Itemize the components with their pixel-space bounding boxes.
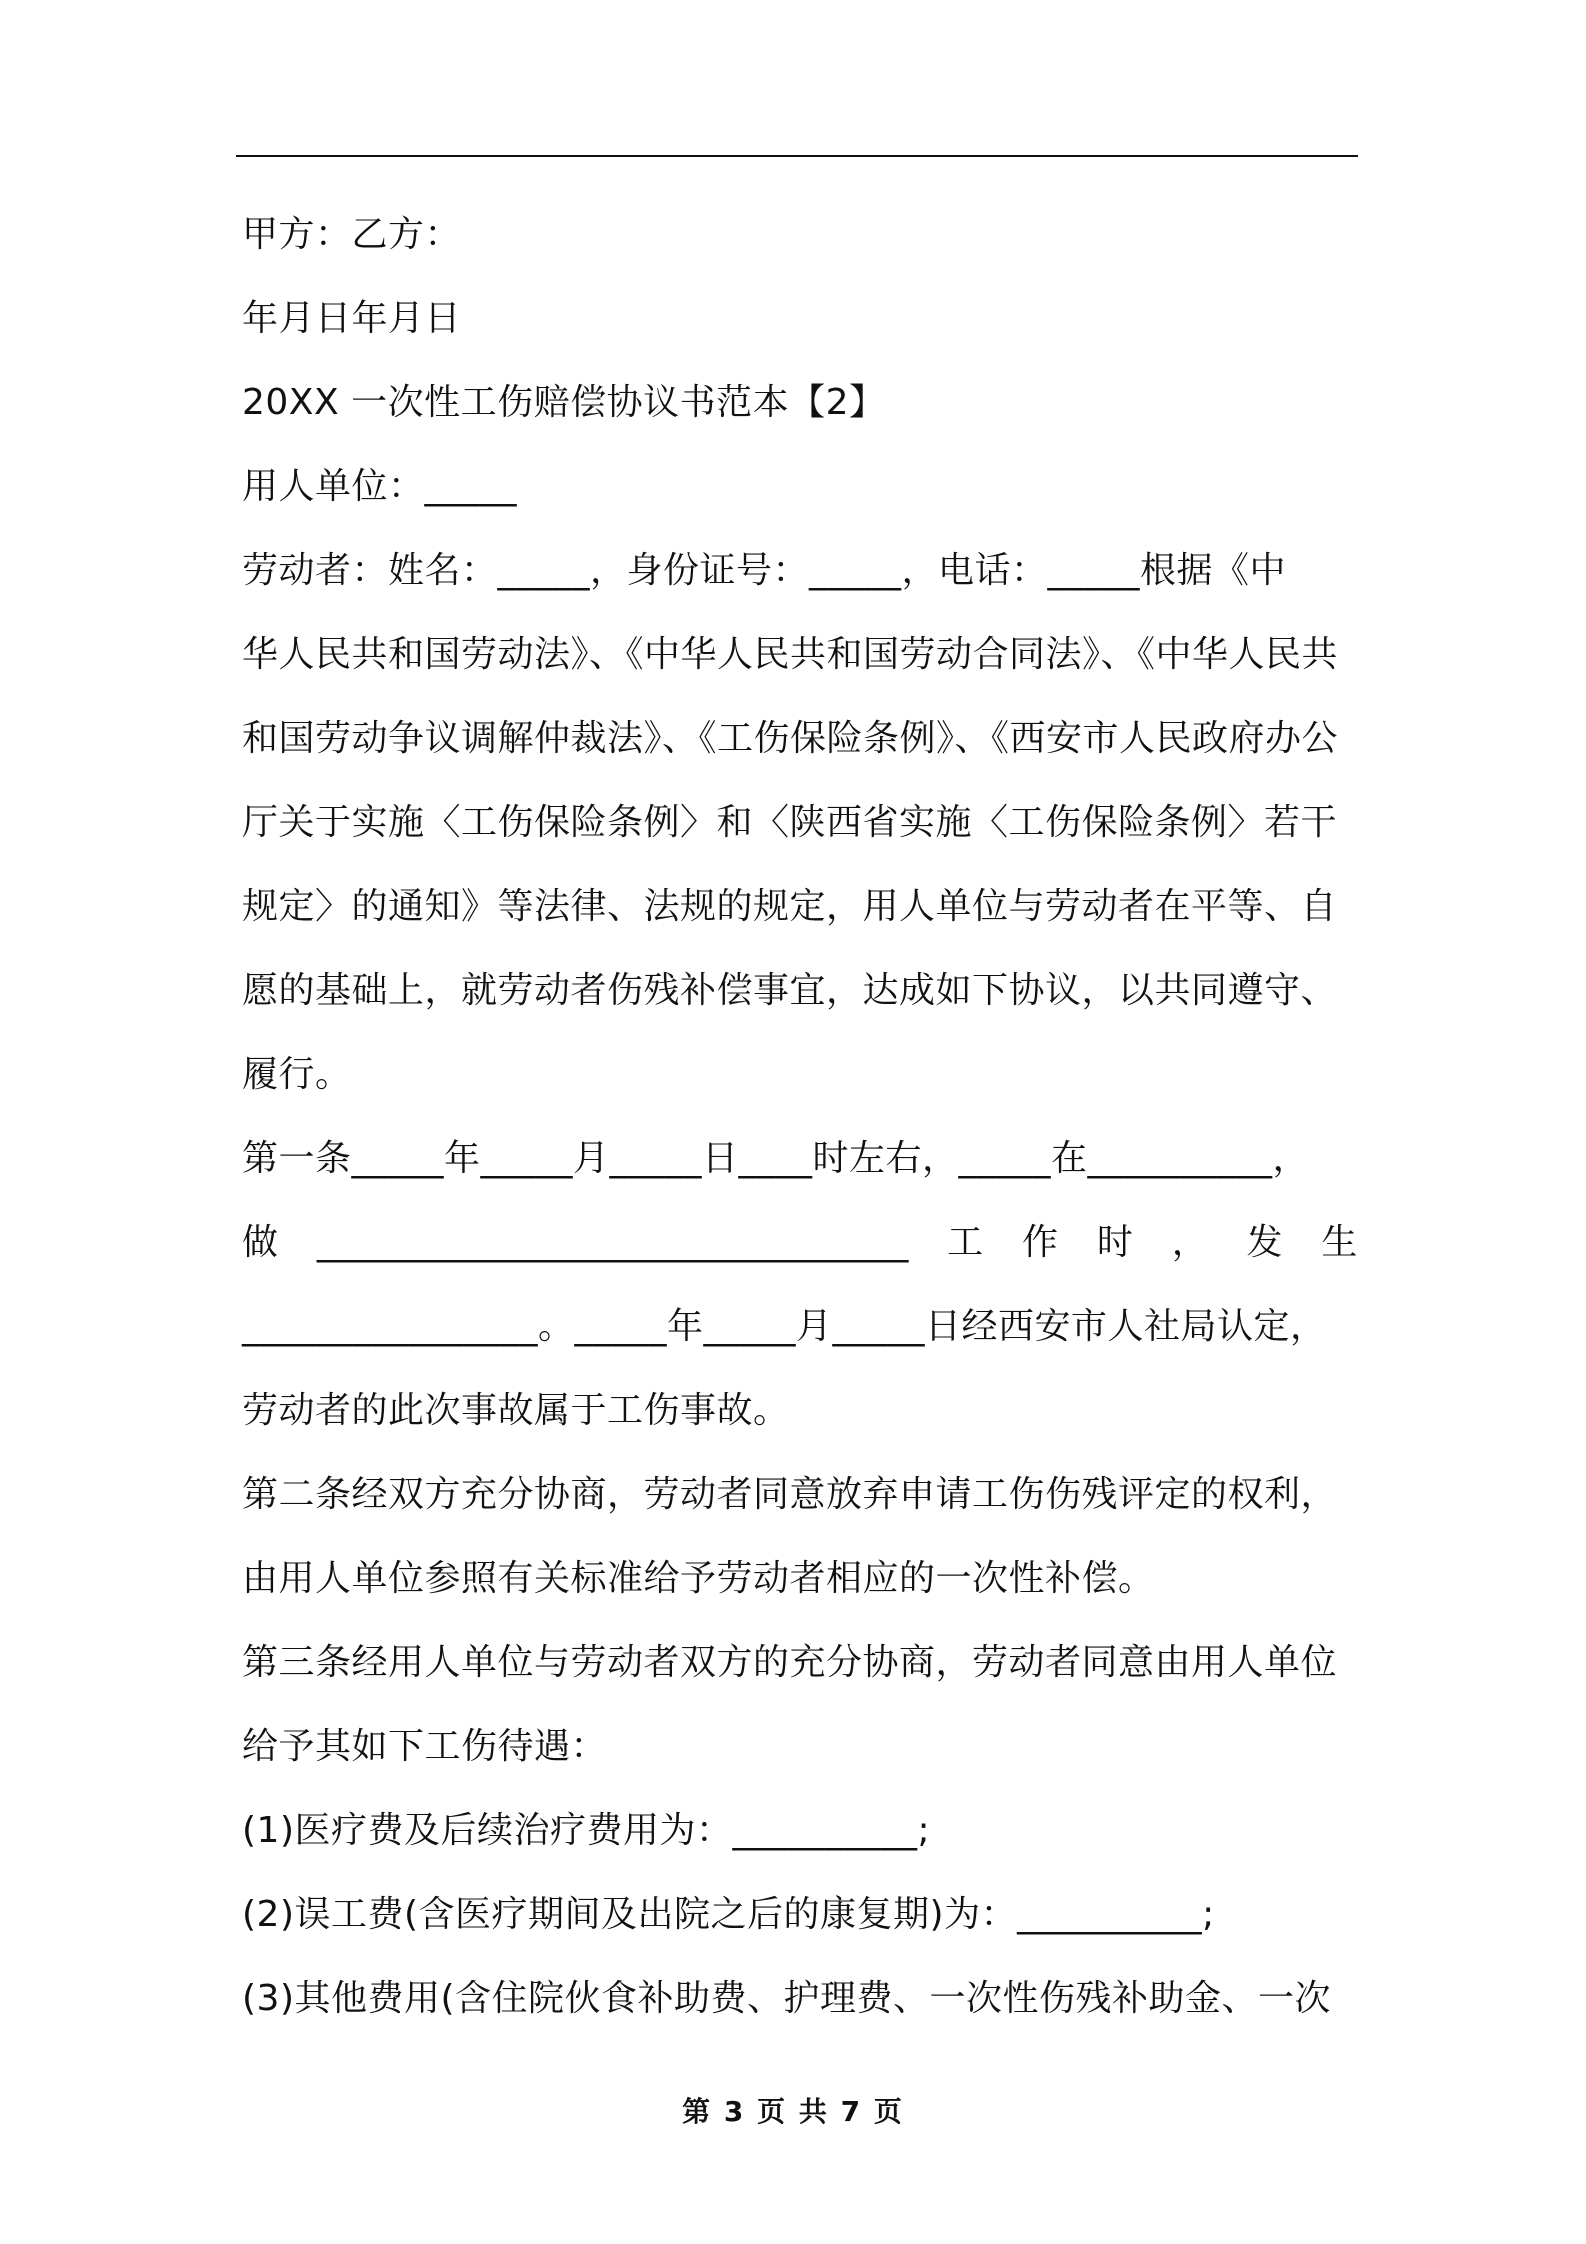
text-line: 劳动者的此次事故属于工伤事故。 <box>242 1390 790 1431</box>
justified-part: 作 <box>1022 1222 1059 1263</box>
justified-part: 时 <box>1096 1222 1134 1263</box>
page-indicator: 第 3 页 共 7 页 <box>682 2095 904 2128</box>
text-line: 和国劳动争议调解仲裁法》、《工伤保险条例》、《西安市人民政府办公 <box>242 718 1339 759</box>
text-line: 愿的基础上，就劳动者伤残补偿事宜，达成如下协议，以共同遵守、 <box>242 970 1338 1011</box>
text-line: 劳动者：姓名：_____，身份证号：_____，电话：_____根据《中 <box>242 550 1287 591</box>
text-line: 第三条经用人单位与劳动者双方的充分协商，劳动者同意由用人单位 <box>242 1642 1338 1683</box>
text-line: (3)其他费用(含住院伙食补助费、护理费、一次性伤残补助金、一次 <box>242 1978 1332 2019</box>
text-line: 第二条经双方充分协商，劳动者同意放弃申请工伤伤残评定的权利， <box>242 1474 1338 1515</box>
justified-part: ， <box>1171 1222 1209 1263</box>
text-line: 给予其如下工伤待遇： <box>242 1726 608 1767</box>
header-rule <box>236 155 1358 157</box>
document-title: 20XX 一次性工伤赔偿协议书范本【2】 <box>242 382 886 423</box>
text-line: (2)误工费(含医疗期间及出院之后的康复期)为：__________; <box>242 1894 1215 1935</box>
text-line: 规定〉的通知》等法律、法规的规定，用人单位与劳动者在平等、自 <box>242 886 1338 927</box>
text-line: 甲方：乙方： <box>242 214 462 255</box>
justified-part: 生 <box>1321 1222 1358 1263</box>
document-body <box>242 193 1358 2041</box>
text-line: 年月日年月日 <box>242 298 462 339</box>
justified-part: 工 <box>947 1222 984 1263</box>
text-line: (1)医疗费及后续治疗费用为：__________; <box>242 1810 931 1851</box>
text-line: 华人民共和国劳动法》、《中华人民共和国劳动合同法》、《中华人民共 <box>242 634 1339 675</box>
justified-part: 做 <box>242 1222 279 1263</box>
text-line: 第一条_____年_____月_____日____时左右，_____在__________， <box>242 1138 1310 1179</box>
blank-field: ________________________________ <box>316 1222 909 1263</box>
text-line: ________________。_____年_____月_____日经西安市人社局认定， <box>242 1306 1327 1347</box>
text-line: 履行。 <box>242 1054 352 1095</box>
text-line: 厅关于实施〈工伤保险条例〉和〈陕西省实施〈工伤保险条例〉若干 <box>242 802 1338 843</box>
justified-part: 发 <box>1246 1222 1284 1263</box>
justified-line <box>242 1201 1358 1285</box>
text-line: 由用人单位参照有关标准给予劳动者相应的一次性补偿。 <box>242 1558 1155 1599</box>
text-line: 用人单位：_____ <box>242 466 518 507</box>
